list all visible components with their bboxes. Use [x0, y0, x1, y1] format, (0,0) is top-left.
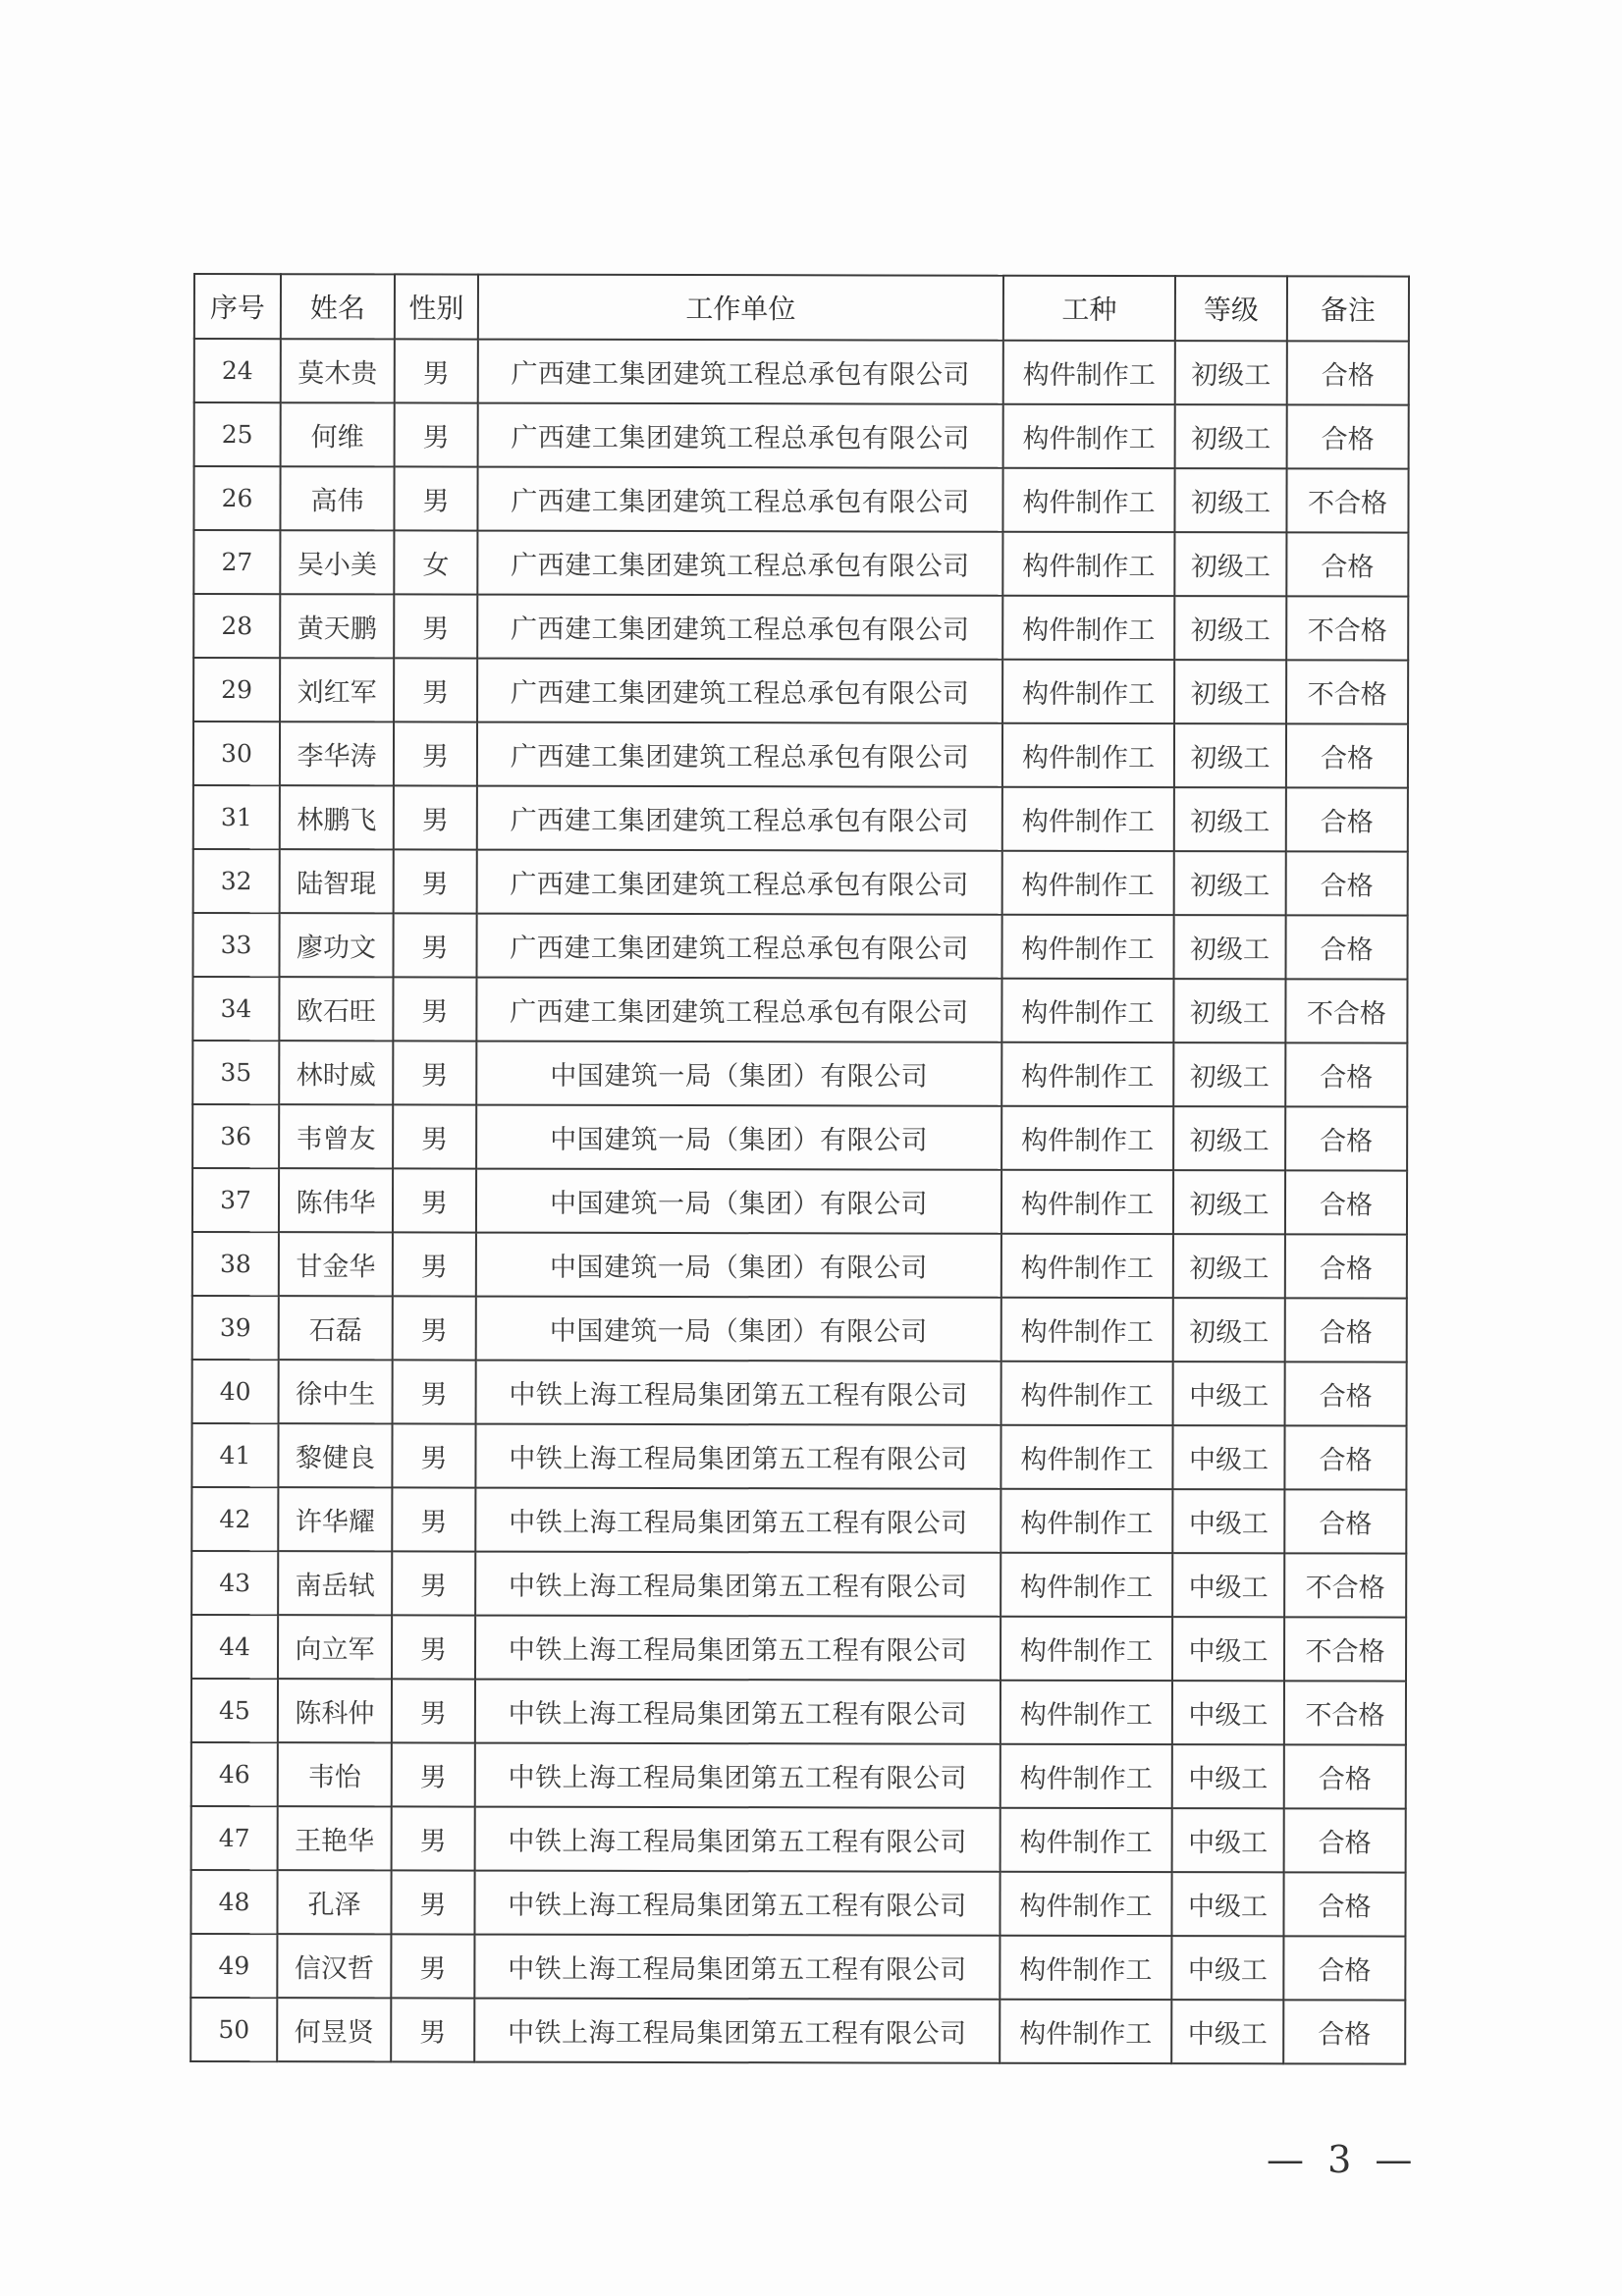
cell-trade: 构件制作工 [1001, 1170, 1173, 1234]
cell-level: 初级工 [1174, 723, 1286, 787]
cell-remark: 合格 [1285, 1362, 1407, 1425]
table-row [193, 594, 1408, 661]
cell-trade: 构件制作工 [1001, 979, 1173, 1042]
cell-gender: 男 [391, 1934, 474, 1998]
cell-unit: 中铁上海工程局集团第五工程有限公司 [474, 1871, 1000, 1936]
cell-seq: 33 [192, 913, 279, 977]
cell-seq: 35 [192, 1041, 279, 1104]
cell-name: 刘红军 [280, 658, 394, 721]
cell-trade: 构件制作工 [1000, 1936, 1171, 2000]
cell-remark: 合格 [1286, 532, 1408, 596]
cell-trade: 构件制作工 [1002, 723, 1174, 787]
cell-name: 黄天鹏 [280, 594, 394, 658]
table-row [192, 1360, 1407, 1426]
cell-trade: 构件制作工 [1003, 341, 1175, 404]
table-row [194, 339, 1409, 405]
cell-name: 何昱贤 [277, 1998, 391, 2061]
cell-remark: 合格 [1286, 851, 1408, 915]
cell-level: 中级工 [1172, 1744, 1284, 1808]
cell-seq: 28 [193, 594, 280, 658]
cell-remark: 不合格 [1284, 1553, 1406, 1617]
cell-remark: 合格 [1287, 404, 1409, 468]
cell-level: 初级工 [1175, 341, 1287, 404]
cell-level: 初级工 [1174, 596, 1286, 660]
cell-unit: 广西建工集团建筑工程总承包有限公司 [476, 978, 1001, 1042]
cell-gender: 男 [395, 402, 478, 466]
cell-level: 初级工 [1173, 1234, 1285, 1298]
cell-level: 初级工 [1174, 532, 1286, 596]
table-row [191, 1487, 1406, 1554]
cell-level: 中级工 [1171, 1936, 1283, 2000]
cell-remark: 合格 [1283, 1936, 1405, 2000]
cell-level: 初级工 [1174, 851, 1286, 915]
cell-level: 中级工 [1172, 1553, 1284, 1617]
cell-trade: 构件制作工 [1002, 596, 1174, 660]
cell-level: 中级工 [1172, 1681, 1284, 1744]
cell-name: 李华涛 [280, 721, 394, 785]
table-row [191, 1679, 1406, 1745]
cell-level: 初级工 [1173, 915, 1285, 979]
cell-trade: 构件制作工 [1002, 468, 1174, 532]
cell-unit: 广西建工集团建筑工程总承包有限公司 [477, 531, 1002, 596]
cell-level: 初级工 [1173, 979, 1285, 1042]
cell-unit: 中铁上海工程局集团第五工程有限公司 [476, 1361, 1001, 1425]
cell-seq: 36 [192, 1104, 279, 1168]
header-level: 等级 [1175, 276, 1287, 341]
cell-remark: 合格 [1287, 341, 1409, 404]
cell-remark: 合格 [1285, 1042, 1407, 1106]
cell-remark: 不合格 [1284, 1681, 1406, 1744]
cell-unit: 中铁上海工程局集团第五工程有限公司 [474, 1999, 1000, 2063]
cell-gender: 男 [391, 1870, 474, 1934]
cell-seq: 50 [190, 1998, 277, 2061]
cell-unit: 广西建工集团建筑工程总承包有限公司 [477, 722, 1002, 787]
cell-seq: 31 [193, 785, 280, 849]
cell-name: 黎健良 [278, 1423, 392, 1487]
cell-gender: 女 [394, 530, 477, 594]
table-row [193, 849, 1408, 916]
cell-remark: 合格 [1286, 723, 1408, 787]
cell-gender: 男 [394, 466, 477, 530]
table-row [191, 1551, 1406, 1618]
cell-name: 许华耀 [278, 1487, 392, 1551]
cell-remark: 合格 [1284, 1425, 1406, 1489]
cell-name: 欧石旺 [279, 977, 393, 1041]
table-row [190, 1870, 1405, 1937]
cell-unit: 中国建筑一局（集团）有限公司 [476, 1169, 1001, 1234]
cell-unit: 中铁上海工程局集团第五工程有限公司 [475, 1424, 1000, 1489]
cell-name: 甘金华 [279, 1232, 393, 1296]
cell-level: 中级工 [1172, 1617, 1284, 1681]
page-number: — 3 — [1267, 2138, 1419, 2181]
cell-unit: 广西建工集团建筑工程总承包有限公司 [478, 403, 1003, 468]
cell-unit: 广西建工集团建筑工程总承包有限公司 [477, 595, 1002, 660]
cell-level: 初级工 [1174, 787, 1286, 851]
cell-seq: 46 [191, 1742, 278, 1806]
cell-unit: 中国建筑一局（集团）有限公司 [476, 1297, 1001, 1362]
table-row [192, 1104, 1407, 1171]
cell-gender: 男 [394, 785, 477, 849]
cell-trade: 构件制作工 [1002, 851, 1174, 915]
cell-gender: 男 [394, 658, 477, 721]
cell-name: 廖功文 [279, 913, 393, 977]
cell-name: 陈科仲 [278, 1679, 392, 1742]
cell-seq: 47 [191, 1806, 278, 1870]
cell-unit: 广西建工集团建筑工程总承包有限公司 [476, 914, 1001, 979]
table-row [193, 530, 1408, 597]
cell-unit: 广西建工集团建筑工程总承包有限公司 [477, 786, 1002, 851]
cell-trade: 构件制作工 [1000, 1489, 1172, 1553]
cell-unit: 中铁上海工程局集团第五工程有限公司 [475, 1552, 1000, 1617]
cell-seq: 30 [193, 721, 280, 785]
cell-trade: 构件制作工 [1003, 404, 1175, 468]
cell-unit: 中铁上海工程局集团第五工程有限公司 [475, 1488, 1000, 1553]
cell-level: 初级工 [1174, 468, 1286, 532]
cell-seq: 25 [194, 402, 281, 466]
cell-unit: 中国建筑一局（集团）有限公司 [476, 1041, 1001, 1106]
cell-level: 初级工 [1173, 1042, 1285, 1106]
cell-name: 吴小美 [280, 530, 394, 594]
cell-name: 南岳轼 [278, 1551, 392, 1615]
cell-trade: 构件制作工 [1000, 1617, 1172, 1681]
cell-gender: 男 [393, 1041, 476, 1104]
cell-level: 初级工 [1173, 1298, 1285, 1362]
cell-level: 初级工 [1173, 1170, 1285, 1234]
cell-trade: 构件制作工 [1002, 660, 1174, 723]
cell-name: 林时威 [279, 1041, 393, 1104]
cell-trade: 构件制作工 [1001, 1042, 1173, 1106]
cell-level: 中级工 [1172, 1425, 1284, 1489]
cell-gender: 男 [392, 1487, 475, 1551]
cell-seq: 40 [192, 1360, 279, 1423]
cell-gender: 男 [392, 1551, 475, 1615]
cell-gender: 男 [393, 1104, 476, 1168]
personnel-table [189, 273, 1410, 2065]
cell-remark: 合格 [1283, 2000, 1405, 2063]
table-row [192, 1296, 1407, 1362]
cell-gender: 男 [393, 977, 476, 1041]
cell-seq: 49 [190, 1934, 277, 1998]
table-row [192, 1232, 1407, 1299]
cell-trade: 构件制作工 [1002, 787, 1174, 851]
cell-seq: 24 [194, 339, 281, 402]
cell-trade: 构件制作工 [1001, 1298, 1173, 1362]
cell-gender: 男 [394, 721, 477, 785]
cell-name: 韦曾友 [279, 1104, 393, 1168]
cell-level: 中级工 [1171, 2000, 1283, 2063]
cell-unit: 中铁上海工程局集团第五工程有限公司 [475, 1743, 1000, 1808]
cell-level: 初级工 [1173, 1106, 1285, 1170]
cell-gender: 男 [394, 849, 477, 913]
cell-gender: 男 [393, 1296, 476, 1360]
cell-gender: 男 [391, 1998, 474, 2061]
cell-level: 初级工 [1174, 660, 1286, 723]
cell-remark: 合格 [1285, 1170, 1407, 1234]
cell-remark: 合格 [1286, 787, 1408, 851]
header-gender: 性别 [395, 274, 478, 339]
cell-unit: 中铁上海工程局集团第五工程有限公司 [475, 1807, 1000, 1872]
cell-name: 孔泽 [277, 1870, 391, 1934]
cell-unit: 中铁上海工程局集团第五工程有限公司 [475, 1616, 1000, 1681]
table-row [193, 785, 1408, 852]
cell-remark: 合格 [1285, 1298, 1407, 1362]
table-row [191, 1615, 1406, 1682]
cell-level: 中级工 [1172, 1489, 1284, 1553]
cell-remark: 不合格 [1284, 1617, 1406, 1681]
cell-name: 徐中生 [279, 1360, 393, 1423]
cell-seq: 44 [191, 1615, 278, 1679]
cell-unit: 广西建工集团建筑工程总承包有限公司 [477, 467, 1002, 532]
cell-seq: 27 [193, 530, 280, 594]
cell-gender: 男 [393, 1232, 476, 1296]
cell-name: 陆智琨 [280, 849, 394, 913]
cell-remark: 合格 [1284, 1744, 1406, 1808]
cell-gender: 男 [393, 1360, 476, 1423]
cell-level: 中级工 [1173, 1362, 1285, 1425]
cell-unit: 广西建工集团建筑工程总承包有限公司 [477, 659, 1002, 723]
header-trade: 工种 [1003, 276, 1175, 341]
cell-gender: 男 [392, 1615, 475, 1679]
cell-name: 莫木贵 [281, 339, 395, 402]
table-row [193, 658, 1408, 724]
table-body [190, 339, 1409, 2064]
cell-remark: 合格 [1284, 1808, 1406, 1872]
header-unit: 工作单位 [478, 275, 1003, 341]
cell-seq: 48 [190, 1870, 277, 1934]
cell-trade: 构件制作工 [1001, 1106, 1173, 1170]
cell-seq: 43 [191, 1551, 278, 1615]
cell-name: 陈伟华 [279, 1168, 393, 1232]
cell-gender: 男 [392, 1423, 475, 1487]
cell-seq: 41 [191, 1423, 278, 1487]
cell-trade: 构件制作工 [1000, 1808, 1172, 1872]
cell-name: 向立军 [278, 1615, 392, 1679]
cell-level: 中级工 [1171, 1872, 1283, 1936]
cell-trade: 构件制作工 [1001, 915, 1173, 979]
cell-gender: 男 [392, 1806, 475, 1870]
cell-name: 石磊 [279, 1296, 393, 1360]
cell-seq: 45 [191, 1679, 278, 1742]
table-header-row [194, 274, 1409, 342]
cell-seq: 29 [193, 658, 280, 721]
header-seq: 序号 [194, 274, 281, 339]
cell-trade: 构件制作工 [1000, 1744, 1172, 1808]
cell-gender: 男 [392, 1742, 475, 1806]
cell-gender: 男 [395, 339, 478, 402]
cell-unit: 广西建工集团建筑工程总承包有限公司 [478, 340, 1003, 404]
cell-name: 王艳华 [278, 1806, 392, 1870]
cell-name: 高伟 [280, 466, 394, 530]
cell-remark: 合格 [1284, 1489, 1406, 1553]
cell-name: 韦怡 [278, 1742, 392, 1806]
cell-remark: 合格 [1285, 1106, 1407, 1170]
cell-remark: 合格 [1285, 1234, 1407, 1298]
cell-level: 中级工 [1172, 1808, 1284, 1872]
cell-remark: 合格 [1285, 915, 1407, 979]
cell-unit: 中国建筑一局（集团）有限公司 [476, 1105, 1001, 1170]
cell-seq: 32 [193, 849, 280, 913]
header-remark: 备注 [1287, 276, 1409, 341]
cell-trade: 构件制作工 [1000, 1553, 1172, 1617]
table-row [192, 913, 1407, 980]
cell-trade: 构件制作工 [1000, 1425, 1172, 1489]
table-row [192, 1168, 1407, 1235]
cell-gender: 男 [394, 594, 477, 658]
cell-name: 林鹏飞 [280, 785, 394, 849]
cell-unit: 中国建筑一局（集团）有限公司 [476, 1233, 1001, 1298]
cell-trade: 构件制作工 [1001, 1234, 1173, 1298]
cell-seq: 34 [192, 977, 279, 1041]
table-row [191, 1806, 1406, 1873]
cell-name: 信汉哲 [277, 1934, 391, 1998]
cell-level: 初级工 [1175, 404, 1287, 468]
cell-gender: 男 [393, 1168, 476, 1232]
cell-remark: 合格 [1283, 1872, 1405, 1936]
cell-remark: 不合格 [1286, 660, 1408, 723]
cell-trade: 构件制作工 [1000, 2000, 1171, 2063]
cell-remark: 不合格 [1286, 468, 1408, 532]
table-row [193, 466, 1408, 533]
table-row [190, 1998, 1405, 2064]
table-row [192, 1041, 1407, 1107]
table-row [190, 1934, 1405, 2001]
cell-seq: 39 [192, 1296, 279, 1360]
cell-trade: 构件制作工 [1000, 1872, 1171, 1936]
cell-remark: 不合格 [1286, 596, 1408, 660]
cell-remark: 不合格 [1285, 979, 1407, 1042]
cell-seq: 26 [193, 466, 280, 530]
cell-gender: 男 [392, 1679, 475, 1742]
cell-trade: 构件制作工 [1000, 1681, 1172, 1744]
cell-trade: 构件制作工 [1002, 532, 1174, 596]
cell-unit: 广西建工集团建筑工程总承包有限公司 [477, 850, 1002, 915]
table-row [191, 1423, 1406, 1490]
table-row [193, 721, 1408, 788]
cell-seq: 42 [191, 1487, 278, 1551]
cell-seq: 38 [192, 1232, 279, 1296]
header-name: 姓名 [281, 274, 395, 339]
cell-seq: 37 [192, 1168, 279, 1232]
table-row [192, 977, 1407, 1043]
cell-unit: 中铁上海工程局集团第五工程有限公司 [475, 1680, 1000, 1744]
table-row [194, 402, 1409, 469]
table-row [191, 1742, 1406, 1809]
cell-trade: 构件制作工 [1001, 1362, 1173, 1425]
cell-name: 何维 [281, 402, 395, 466]
cell-gender: 男 [393, 913, 476, 977]
cell-unit: 中铁上海工程局集团第五工程有限公司 [474, 1935, 1000, 2000]
